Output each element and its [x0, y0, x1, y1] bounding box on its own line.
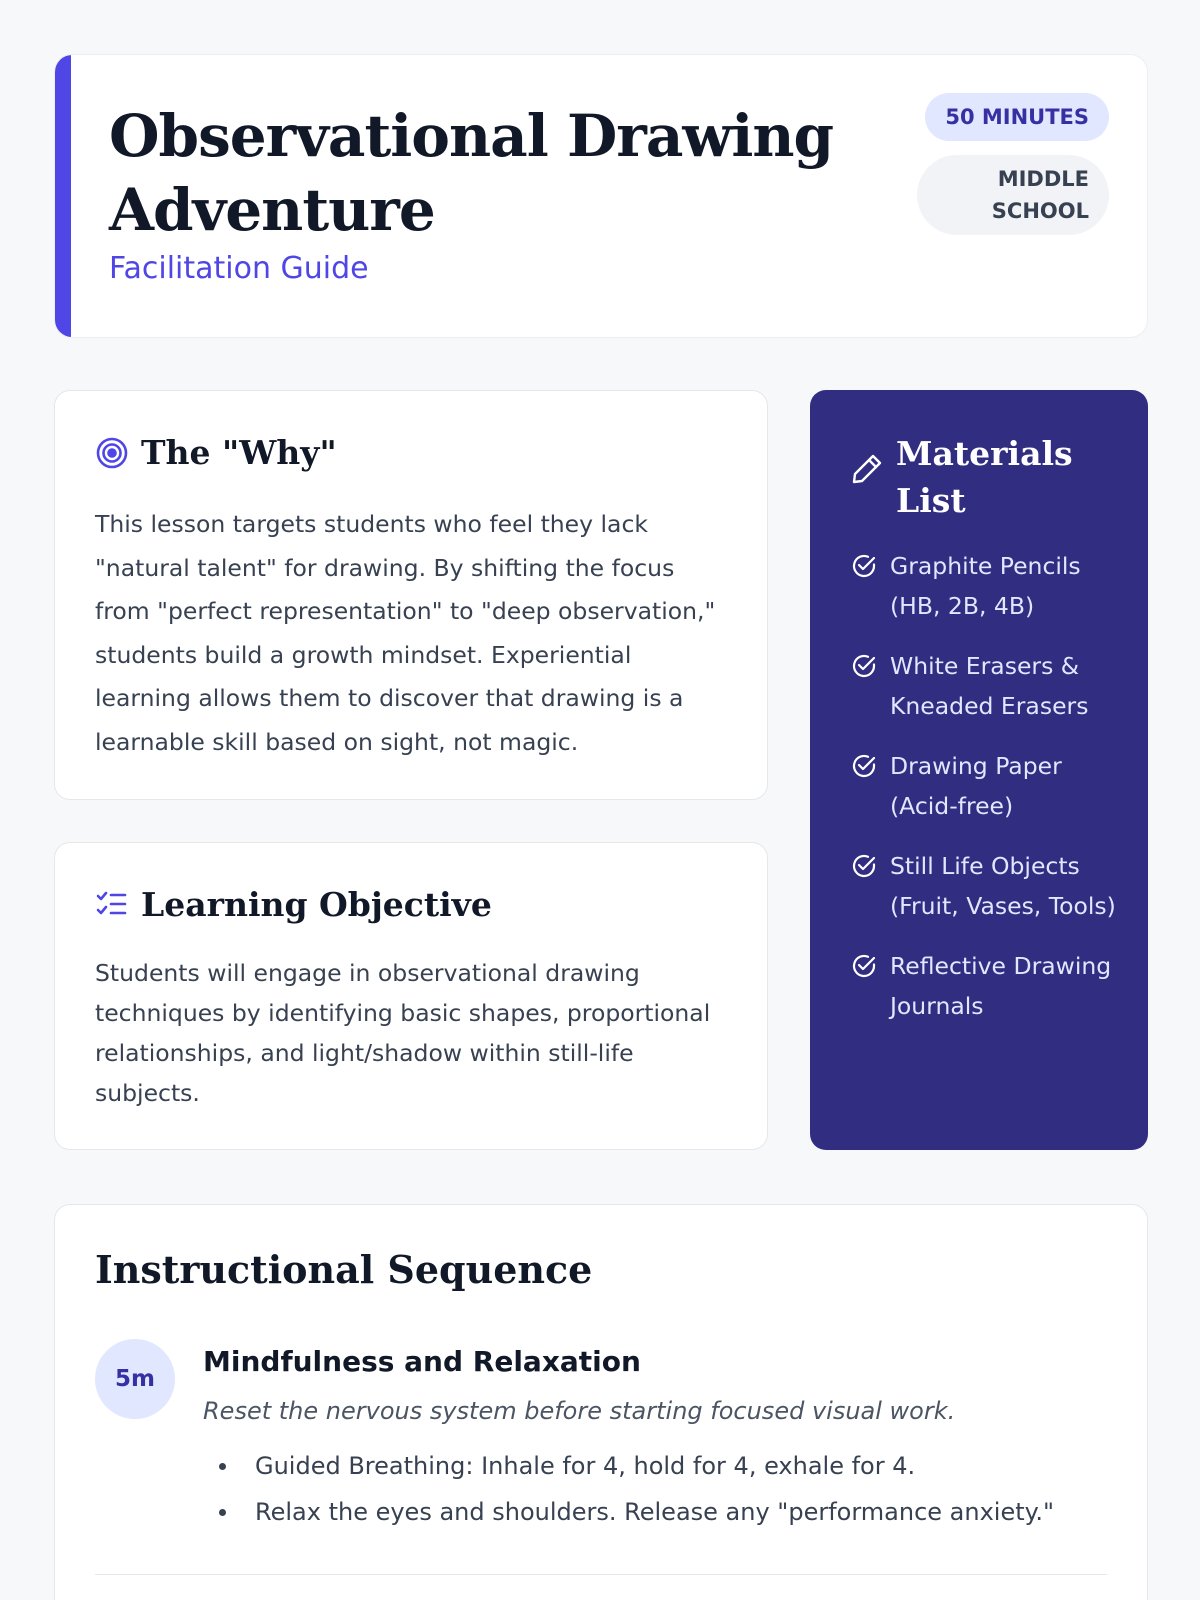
- step-divider: [95, 1574, 1107, 1575]
- materials-item-label: Drawing Paper (Acid-free): [890, 752, 1062, 820]
- objective-heading: [95, 885, 492, 924]
- step-bullet-list: [203, 1443, 1103, 1535]
- sequence-title: Instructional Sequence: [95, 1247, 593, 1292]
- materials-item-label: Still Life Objects (Fruit, Vases, Tools): [890, 852, 1116, 920]
- grade-level-badge: MIDDLE SCHOOL: [917, 155, 1109, 235]
- header-card: [54, 54, 1148, 338]
- why-body: This lesson targets students who feel they lack "natural talent" for drawing. By shifting the focus from "perfect representation" to "deep observation," students build a growth mindset. Experiential learning allows them to discover that drawing is a learnable skill based on sight, not magic.: [95, 510, 716, 756]
- check-circle-icon: [850, 652, 878, 680]
- step-bullet: Guided Breathing: Inhale for 4, hold for 4, exhale for 4.: [203, 1443, 1103, 1489]
- check-circle-icon: [850, 552, 878, 580]
- target-icon: [95, 436, 129, 470]
- page-subtitle: Facilitation Guide: [109, 251, 369, 286]
- materials-panel: [810, 390, 1148, 1150]
- why-heading: [95, 433, 337, 472]
- objective-card: [54, 842, 768, 1150]
- page-title: Observational Drawing Adventure: [109, 102, 834, 244]
- checklist-icon: [95, 888, 129, 922]
- why-card: [54, 390, 768, 800]
- objective-body: Students will engage in observational drawing techniques by identifying basic shapes, proportional relationships, and light/shadow within still-life subjects.: [95, 959, 711, 1107]
- step-title: Mindfulness and Relaxation: [203, 1345, 641, 1378]
- instructional-sequence-card: [54, 1204, 1148, 1600]
- materials-item-label: White Erasers & Kneaded Erasers: [890, 652, 1089, 720]
- materials-item: [850, 946, 1120, 1026]
- step-description: Reset the nervous system before starting focused visual work.: [203, 1397, 956, 1425]
- pencil-icon: [850, 452, 884, 486]
- materials-item: [850, 546, 1120, 626]
- check-circle-icon: [850, 852, 878, 880]
- materials-heading: [850, 430, 1073, 524]
- duration-badge: 50 MINUTES: [925, 93, 1109, 141]
- materials-item: [850, 646, 1120, 726]
- check-circle-icon: [850, 952, 878, 980]
- step-duration-badge: 5m: [95, 1339, 175, 1419]
- materials-item-label: Reflective Drawing Journals: [890, 952, 1112, 1020]
- materials-title: Materials List: [896, 434, 1073, 520]
- materials-item: [850, 746, 1120, 826]
- step-bullet: Relax the eyes and shoulders. Release any "performance anxiety.": [203, 1489, 1103, 1535]
- objective-title: Learning Objective: [141, 885, 492, 924]
- materials-item: [850, 846, 1120, 926]
- materials-list: [850, 546, 1120, 1046]
- why-title: The "Why": [141, 433, 337, 472]
- header-accent-bar: [55, 55, 71, 337]
- check-circle-icon: [850, 752, 878, 780]
- materials-item-label: Graphite Pencils (HB, 2B, 4B): [890, 552, 1081, 620]
